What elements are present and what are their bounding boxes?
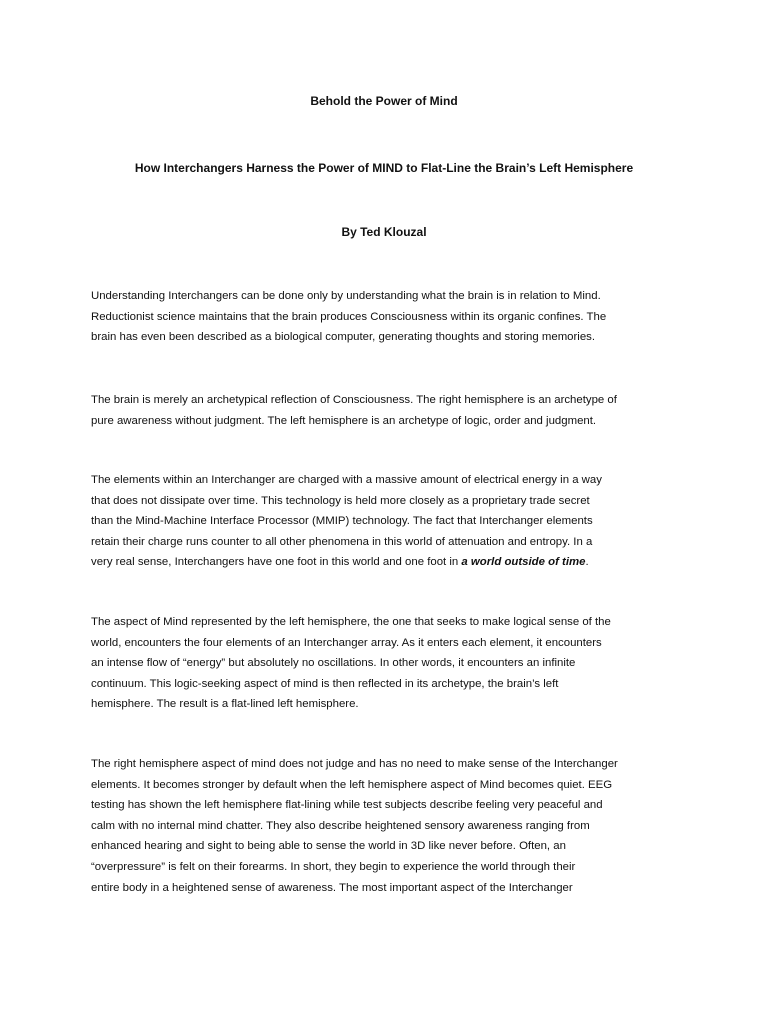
paragraph-text: very real sense, Interchangers have one foot in this world and one foot in — [91, 556, 462, 569]
paragraph-line: world, encounters the four elements of an Interchanger array. As it enters each element, it encounters — [91, 636, 602, 649]
paragraph-line: calm with no internal mind chatter. They also describe heightened sensory awareness ranging from — [91, 819, 590, 832]
paragraph-line: brain has even been described as a biological computer, generating thoughts and storing memories. — [91, 331, 596, 344]
paragraph-2 — [91, 390, 691, 431]
paragraph-line — [91, 552, 691, 573]
paragraph-line: pure awareness without judgment. The left hemisphere is an archetype of logic, order and judgment. — [91, 414, 597, 427]
paragraph-line: The right hemisphere aspect of mind does not judge and has no need to make sense of the Interchanger — [91, 758, 618, 770]
paragraph-line: than the Mind-Machine Interface Processor (MMIP) technology. The fact that Interchanger elements — [91, 515, 593, 528]
paragraph-line: hemisphere. The result is a flat-lined left hemisphere. — [91, 698, 359, 711]
paragraph-3 — [91, 470, 691, 573]
emphasized-phrase: a world outside of time — [461, 556, 586, 569]
paragraph-line: retain their charge runs counter to all other phenomena in this world of attenuation and entropy. In a — [91, 535, 593, 548]
paragraph-line: testing has shown the left hemisphere flat-lining while test subjects describe feeling very peaceful and — [91, 799, 603, 812]
paragraph-line: an intense flow of “energy” but absolutely no oscillations. In other words, it encounters an infinite — [91, 657, 576, 670]
paragraph-line: that does not dissipate over time. This technology is held more closely as a proprietary trade secret — [91, 494, 590, 507]
paragraph-line: entire body in a heightened sense of awareness. The most important aspect of the Interchanger — [91, 881, 573, 894]
paragraph-line: The elements within an Interchanger are charged with a massive amount of electrical energy in a way — [91, 474, 602, 486]
paragraph-line: The aspect of Mind represented by the left hemisphere, the one that seeks to make logical sense of the — [91, 616, 611, 628]
paragraph-text: . — [585, 556, 589, 569]
paragraph-1 — [91, 286, 691, 348]
document-title: Behold the Power of Mind — [310, 94, 458, 108]
paragraph-line: elements. It becomes stronger by default when the left hemisphere aspect of Mind becomes quiet. EEG — [91, 778, 613, 791]
paragraph-4 — [91, 612, 691, 715]
paragraph-line: enhanced hearing and sight to being able to sense the world in 3D like never before. Often, an — [91, 840, 566, 853]
paragraph-line: Understanding Interchangers can be done only by understanding what the brain is in relation to Mind. — [91, 290, 601, 302]
paragraph-5 — [91, 754, 691, 898]
paragraph-line: Reductionist science maintains that the brain produces Consciousness within its organic confines. The — [91, 310, 607, 323]
paragraph-line: The brain is merely an archetypical reflection of Consciousness. The right hemisphere is an archetype of — [91, 394, 617, 406]
paragraph-line: continuum. This logic-seeking aspect of mind is then reflected in its archetype, the brain’s left — [91, 677, 559, 690]
paragraph-line: “overpressure” is felt on their forearms. In short, they begin to experience the world through their — [91, 860, 576, 873]
document-byline: By Ted Klouzal — [341, 225, 427, 239]
document-subtitle: How Interchangers Harness the Power of MIND to Flat-Line the Brain’s Left Hemisphere — [134, 161, 634, 175]
